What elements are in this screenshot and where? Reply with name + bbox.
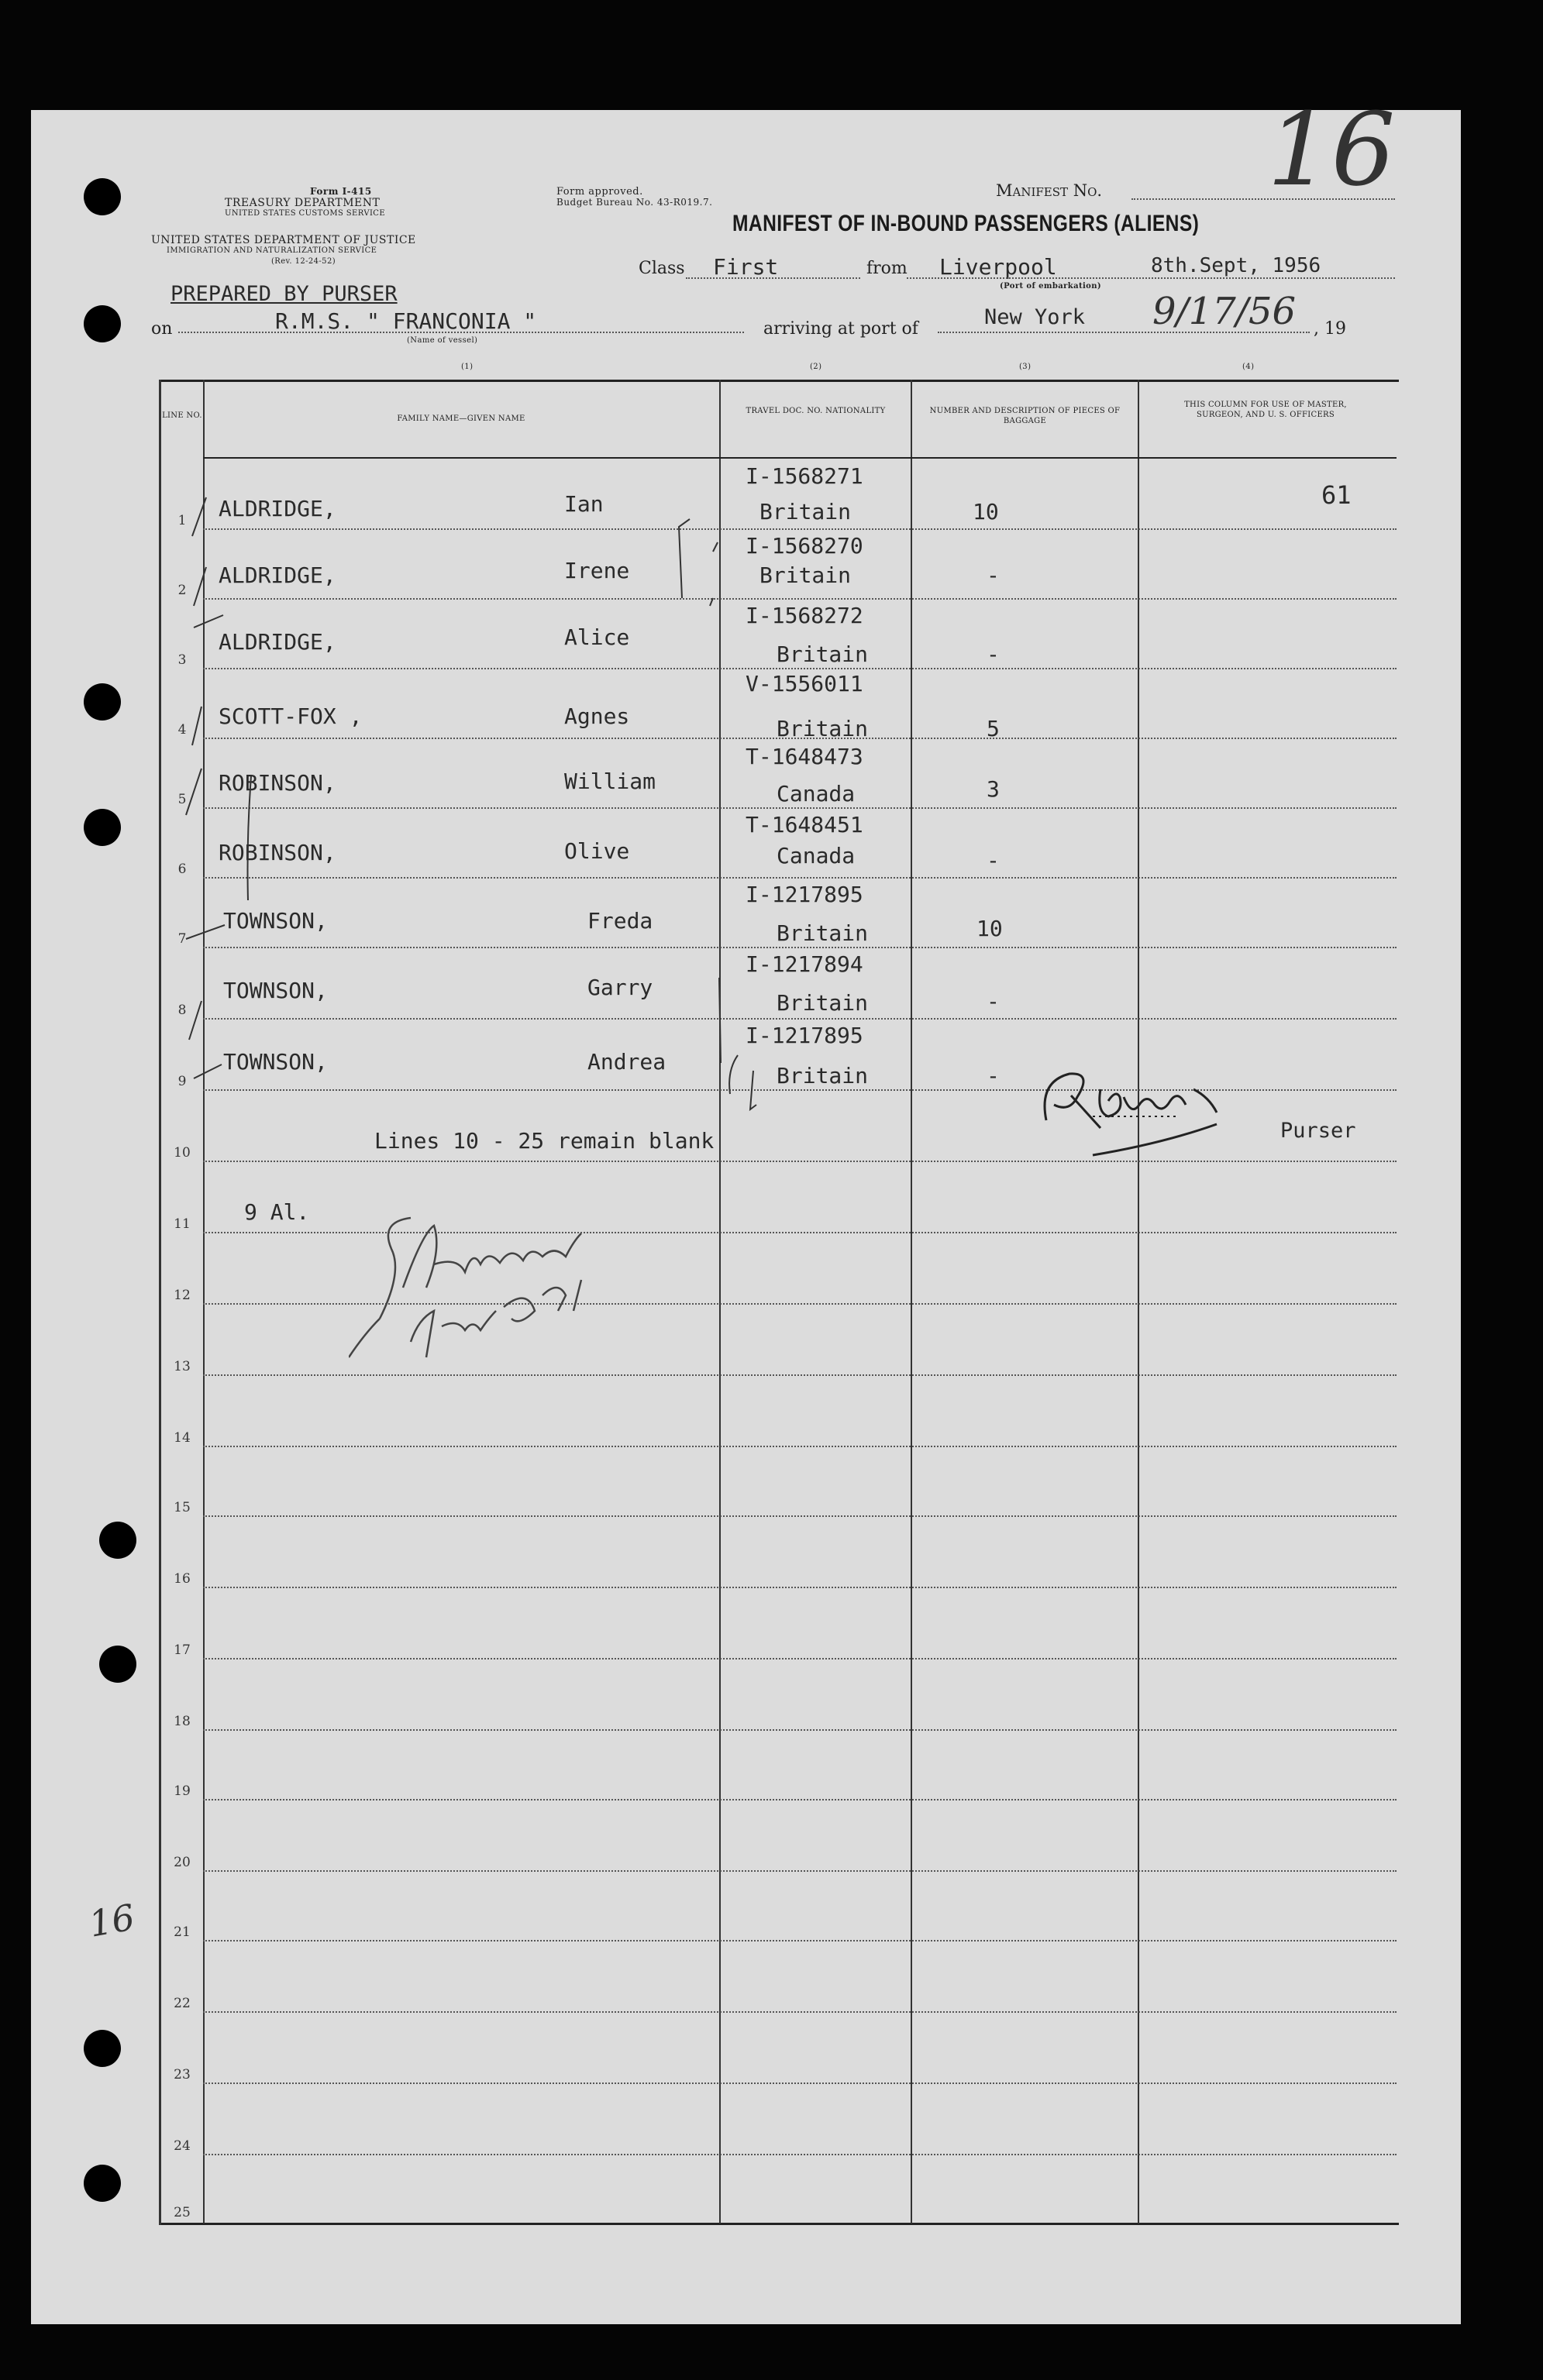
treasury-department: TREASURY DEPARTMENT (225, 197, 381, 209)
given-name: Ian (564, 491, 604, 517)
officer-note: 61 (1321, 480, 1352, 510)
travel-doc-no: I-1217895 (746, 1023, 863, 1048)
nationality: Britain (759, 499, 852, 524)
line-number: 11 (174, 1216, 191, 1232)
line-number: 9 (177, 1074, 187, 1089)
margin-handwritten-note: 16 (85, 1896, 138, 1945)
row-rule (203, 1940, 1397, 1941)
baggage-count: 5 (987, 716, 1000, 741)
col-number-4: (4) (1242, 363, 1255, 371)
given-name: William (564, 769, 656, 794)
given-name: Alice (564, 624, 630, 650)
col-number-1: (1) (461, 363, 474, 371)
row-rule (203, 1799, 1397, 1800)
arrival-port: New York (984, 305, 1086, 329)
given-name: Freda (587, 908, 653, 934)
nationality: Britain (777, 920, 869, 946)
line-number: 22 (174, 1996, 191, 2011)
vessel-caption: (Name of vessel) (407, 336, 478, 345)
family-name: ALDRIDGE, (219, 562, 336, 588)
arrival-field (938, 332, 1310, 333)
line-number: 25 (174, 2205, 191, 2220)
line-number: 14 (174, 1430, 191, 1446)
line-number: 13 (174, 1359, 191, 1374)
line-number: 10 (174, 1145, 191, 1161)
nationality: Britain (759, 562, 852, 588)
given-name: Agnes (564, 703, 630, 729)
nationality: Britain (777, 641, 869, 667)
arrival-date-handwritten: 9/17/56 (1152, 290, 1297, 333)
baggage-col-divider (1138, 380, 1139, 2224)
baggage-count: - (987, 848, 1000, 873)
prepared-by-purser: PREPARED BY PURSER (170, 282, 398, 306)
line-number: 15 (174, 1500, 191, 1515)
line-number: 24 (174, 2138, 191, 2154)
arriving-label: arriving at port of (763, 319, 918, 339)
line-number: 17 (174, 1642, 191, 1658)
family-name: TOWNSON, (223, 908, 328, 934)
line-number: 16 (174, 1571, 191, 1587)
family-name: TOWNSON, (223, 978, 328, 1003)
row-rule (203, 1587, 1397, 1588)
table-bottom-border (159, 2223, 1399, 2225)
header-travel-doc: TRAVEL DOC. NO. NATIONALITY (746, 407, 886, 415)
row-rule (203, 1729, 1397, 1731)
vessel-name: R.M.S. " FRANCONIA " (275, 308, 537, 334)
family-name: ALDRIDGE, (219, 629, 336, 655)
line-number: 6 (177, 862, 187, 877)
manifest-title: MANIFEST OF IN-BOUND PASSENGERS (ALIENS) (732, 211, 1200, 236)
on-label: on (151, 319, 173, 339)
family-name: ROBINSON, (219, 840, 336, 865)
table-top-border (159, 380, 1399, 382)
embarkation-date: 8th.Sept, 1956 (1151, 254, 1321, 277)
line-number: 8 (177, 1003, 187, 1018)
line-number: 1 (177, 513, 187, 528)
travel-doc-no: T-1648451 (746, 812, 863, 837)
row-rule (203, 1870, 1397, 1872)
ins-service: IMMIGRATION AND NATURALIZATION SERVICE (167, 246, 377, 255)
line-number: 5 (177, 792, 187, 807)
purser-signature (1023, 1058, 1286, 1159)
line-number: 2 (177, 583, 187, 598)
header-baggage: NUMBER AND DESCRIPTION OF PIECES OF BAGGAGE (929, 407, 1121, 425)
line-number: 23 (174, 2067, 191, 2082)
inspector-signature (349, 1202, 721, 1388)
line-number: 19 (174, 1783, 191, 1799)
nationality: Britain (777, 716, 869, 741)
budget-bureau: Budget Bureau No. 43-R019.7. (556, 197, 713, 208)
line-number: 12 (174, 1288, 191, 1303)
punch-hole (84, 2165, 121, 2202)
given-name: Garry (587, 975, 653, 1000)
row-rule (203, 1446, 1397, 1447)
line-number: 3 (177, 652, 187, 668)
family-name: ALDRIDGE, (219, 496, 336, 521)
punch-hole (84, 305, 121, 342)
baggage-count: - (987, 641, 1000, 667)
total-aliens-note: 9 Al. (244, 1199, 310, 1225)
remain-blank-note: Lines 10 - 25 remain blank (374, 1128, 715, 1154)
nationality: Britain (777, 990, 869, 1016)
nationality: Canada (777, 781, 856, 807)
baggage-count: 10 (976, 916, 1003, 941)
line-number: 21 (174, 1924, 191, 1940)
header-bottom-border (203, 457, 1397, 459)
baggage-count: - (987, 562, 1000, 588)
justice-department: UNITED STATES DEPARTMENT OF JUSTICE (151, 234, 416, 246)
row-rule (203, 1515, 1397, 1517)
family-name: ROBINSON, (219, 770, 336, 796)
punch-hole (99, 1646, 136, 1683)
travel-doc-no: I-1217894 (746, 951, 863, 977)
form-approved: Form approved. (556, 186, 643, 198)
row-rule (203, 2154, 1397, 2155)
travel-doc-no: I-1568270 (746, 533, 863, 559)
handwritten-tick-marks (170, 482, 759, 1210)
row-rule (203, 1658, 1397, 1659)
vessel-field (178, 332, 744, 333)
nationality: Britain (777, 1063, 869, 1089)
nationality: Canada (777, 843, 856, 868)
punch-hole (84, 178, 121, 215)
punch-hole (84, 2030, 121, 2067)
travel-col-divider (911, 380, 912, 2224)
header-name: FAMILY NAME—GIVEN NAME (397, 414, 525, 423)
baggage-count: - (987, 1063, 1000, 1089)
line-number: 18 (174, 1714, 191, 1729)
given-name: Andrea (587, 1049, 666, 1075)
baggage-count: 10 (973, 499, 999, 524)
revision: (Rev. 12-24-52) (271, 257, 336, 266)
port-of-embarkation: Liverpool (939, 254, 1057, 280)
class-value: First (713, 254, 779, 280)
family-name: SCOTT-FOX , (219, 703, 363, 729)
manifest-page (31, 91, 1461, 2324)
given-name: Olive (564, 838, 630, 864)
travel-doc-no: T-1648473 (746, 744, 863, 769)
family-name: TOWNSON, (223, 1049, 328, 1075)
manifest-no-label: Manifest No. (996, 181, 1103, 200)
punch-hole (84, 809, 121, 846)
purser-label: Purser (1280, 1119, 1356, 1143)
handwritten-page-number: 16 (1267, 91, 1396, 208)
table-left-border (159, 380, 161, 2225)
punch-hole (99, 1522, 136, 1559)
manifest-no-field (1131, 198, 1395, 200)
header-line-no: LINE NO. (162, 411, 202, 420)
col-number-3: (3) (1019, 363, 1032, 371)
header-officers: THIS COLUMN FOR USE OF MASTER, SURGEON, AND U. S. OFFICERS (1184, 401, 1347, 419)
form-number: Form I-415 (310, 186, 372, 197)
line-number: 20 (174, 1855, 191, 1870)
travel-doc-no: I-1217895 (746, 882, 863, 907)
row-rule (203, 2082, 1397, 2084)
row-rule (203, 2011, 1397, 2013)
given-name: Irene (564, 558, 630, 583)
line-number: 7 (177, 931, 187, 947)
travel-doc-no: I-1568271 (746, 463, 863, 489)
class-label: Class (639, 259, 685, 278)
baggage-count: 3 (987, 776, 1000, 802)
year-label: , 19 (1314, 319, 1346, 339)
from-field (907, 277, 1395, 279)
from-label: from (866, 259, 908, 278)
travel-doc-no: V-1556011 (746, 671, 863, 696)
line-number: 4 (177, 722, 187, 738)
baggage-count: - (987, 989, 1000, 1014)
port-embark-caption: (Port of embarkation) (1000, 282, 1102, 291)
customs-service: UNITED STATES CUSTOMS SERVICE (225, 209, 386, 218)
col-number-2: (2) (810, 363, 822, 371)
travel-doc-no: I-1568272 (746, 603, 863, 628)
class-field (686, 277, 860, 279)
punch-hole (84, 683, 121, 721)
